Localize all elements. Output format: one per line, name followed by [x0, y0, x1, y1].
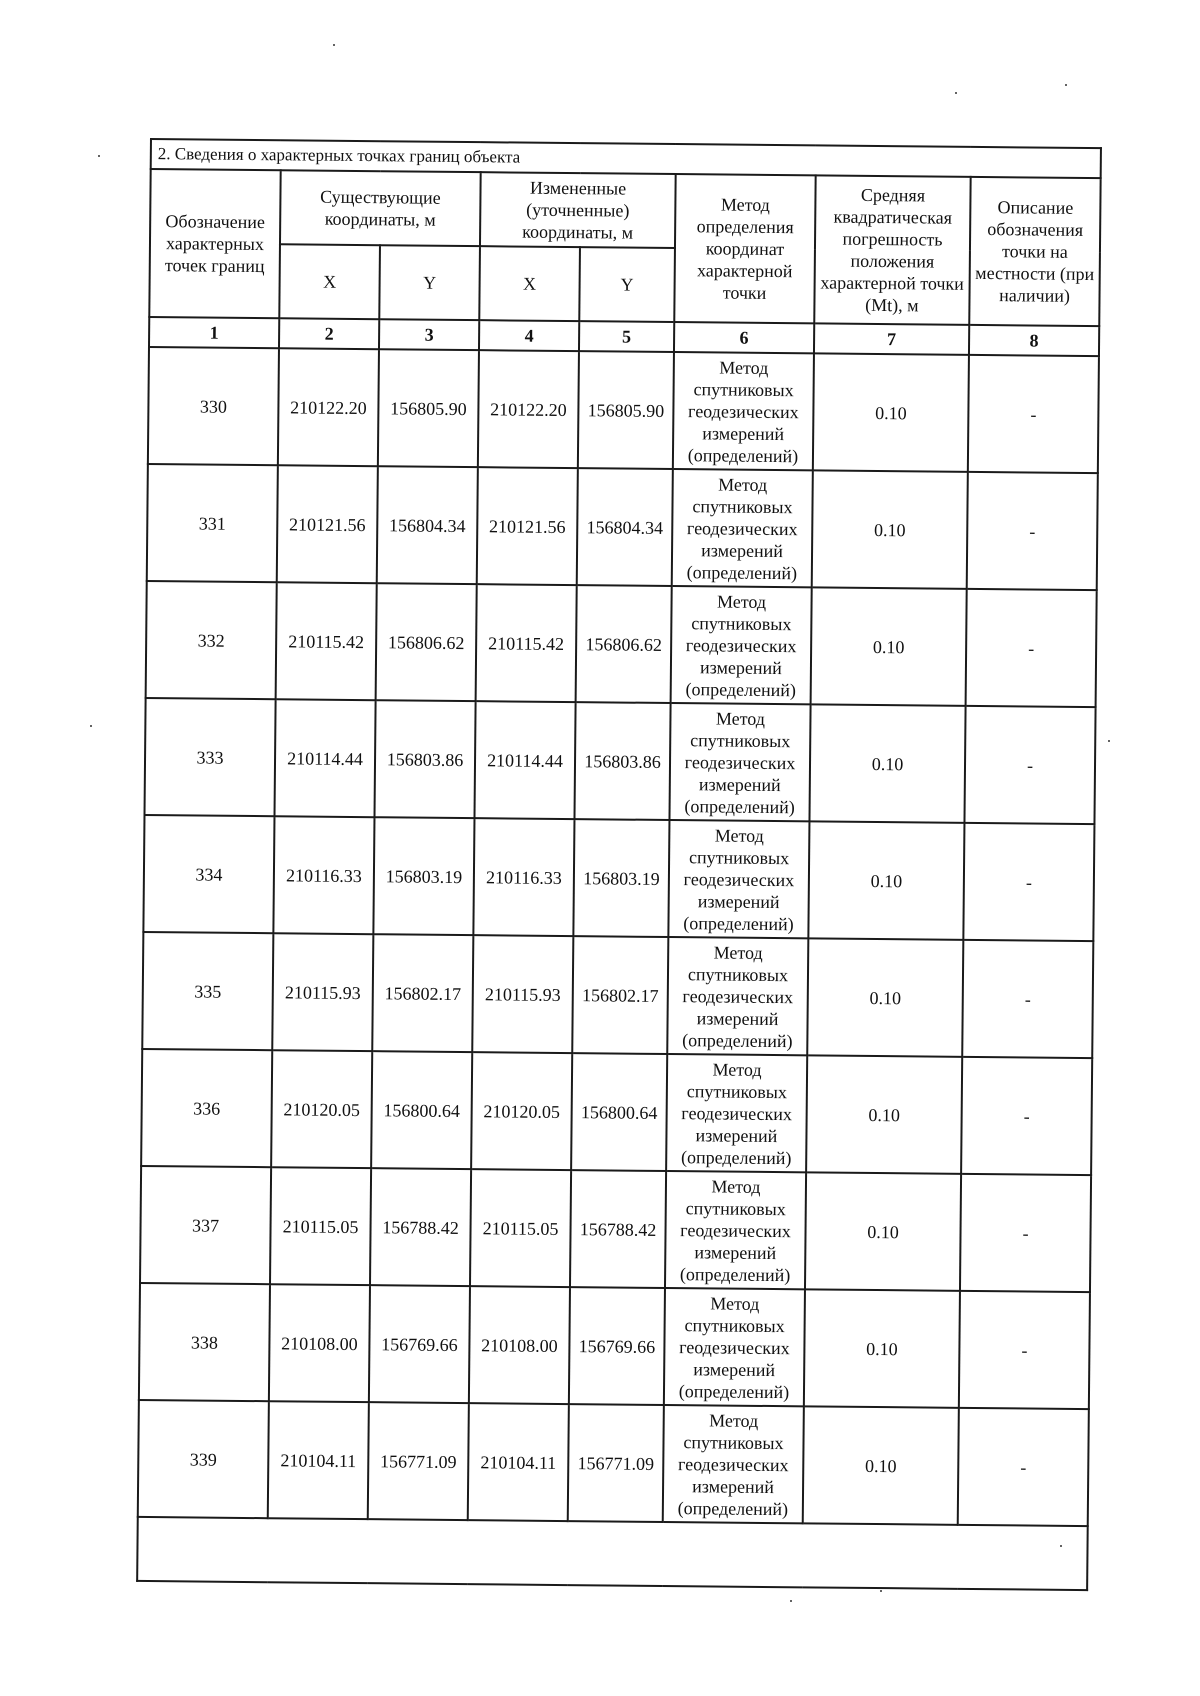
changed-y: 156804.34 [577, 468, 673, 586]
table-row [141, 1049, 1092, 1175]
point-id: 335 [142, 932, 273, 1050]
existing-x: 210120.05 [271, 1050, 372, 1168]
column-number: 4 [479, 320, 579, 351]
description-value: - [963, 823, 1094, 941]
changed-x: 210104.11 [468, 1403, 569, 1521]
error-value: 0.10 [803, 1406, 959, 1524]
table-row [148, 347, 1099, 473]
changed-y: 156803.19 [573, 819, 669, 937]
changed-x: 210116.33 [473, 818, 574, 936]
point-id: 334 [143, 815, 274, 933]
changed-y: 156800.64 [571, 1053, 667, 1171]
existing-y: 156769.66 [369, 1285, 470, 1403]
existing-x: 210115.42 [276, 582, 377, 700]
existing-x: 210122.20 [278, 348, 379, 466]
document-sheet [136, 138, 1100, 1591]
method-cell: Метод спутниковых геодезических измерений (определений) [667, 937, 808, 1055]
description-value: - [968, 355, 1099, 473]
existing-y: 156802.17 [372, 934, 473, 1052]
boundary-points-table [136, 138, 1102, 1591]
header-description: Описание обозначения точки на местности (при наличии) [969, 177, 1100, 326]
changed-y: 156802.17 [572, 936, 668, 1054]
header-designation: Обозначение характерных точек границ [149, 169, 280, 318]
point-id: 338 [139, 1283, 270, 1401]
changed-y: 156806.62 [576, 585, 672, 703]
error-value: 0.10 [806, 1055, 962, 1173]
header-error: Средняя квадратическая погрешность положения характерной точки (Mt), м [814, 175, 970, 324]
changed-x: 210115.42 [476, 584, 577, 702]
scan-speck [955, 92, 957, 94]
point-id: 337 [140, 1166, 271, 1284]
changed-x: 210108.00 [469, 1286, 570, 1404]
scan-speck [90, 725, 92, 727]
header-changed-x: X [479, 246, 580, 321]
existing-y: 156803.86 [374, 700, 475, 818]
error-value: 0.10 [811, 587, 967, 705]
changed-x: 210121.56 [477, 467, 578, 585]
existing-y: 156805.90 [378, 349, 479, 467]
changed-y: 156788.42 [570, 1170, 666, 1288]
existing-y: 156771.09 [368, 1402, 469, 1520]
scan-speck [1108, 740, 1110, 742]
table-row [146, 581, 1097, 707]
method-cell: Метод спутниковых геодезических измерений (определений) [673, 352, 814, 470]
scan-speck [1065, 84, 1067, 86]
point-id: 332 [146, 581, 277, 699]
method-cell: Метод спутниковых геодезических измерений (определений) [671, 586, 812, 704]
existing-x: 210116.33 [273, 816, 374, 934]
point-id: 331 [147, 464, 278, 582]
description-value: - [966, 589, 1097, 707]
column-number: 7 [814, 323, 969, 354]
scan-speck [880, 1590, 882, 1592]
error-value: 0.10 [807, 938, 963, 1056]
point-id: 330 [148, 347, 279, 465]
scan-speck [333, 44, 335, 46]
method-cell: Метод спутниковых геодезических измерений (определений) [666, 1054, 807, 1172]
method-cell: Метод спутниковых геодезических измерений (определений) [668, 820, 809, 938]
point-id: 333 [145, 698, 276, 816]
error-value: 0.10 [805, 1172, 961, 1290]
changed-x: 210122.20 [478, 350, 579, 468]
existing-y: 156803.19 [373, 817, 474, 935]
description-value: - [959, 1291, 1090, 1409]
column-number: 2 [279, 318, 379, 349]
existing-x: 210121.56 [277, 465, 378, 583]
existing-x: 210114.44 [274, 699, 375, 817]
method-cell: Метод спутниковых геодезических измерений (определений) [672, 469, 813, 587]
table-row [145, 698, 1096, 824]
point-id: 336 [141, 1049, 272, 1167]
method-cell: Метод спутниковых геодезических измерений (определений) [663, 1405, 804, 1523]
scan-speck [1060, 1545, 1062, 1547]
error-value: 0.10 [809, 704, 965, 822]
method-cell: Метод спутниковых геодезических измерений (определений) [669, 703, 810, 821]
changed-y: 156803.86 [574, 702, 670, 820]
header-existing-coords: Существующие координаты, м [280, 170, 481, 246]
table-row [143, 815, 1094, 941]
header-existing-y: Y [379, 245, 480, 320]
method-cell: Метод спутниковых геодезических измерений (определений) [664, 1288, 805, 1406]
header-changed-coords: Измененные (уточненные) координаты, м [480, 172, 676, 248]
changed-x: 210114.44 [474, 701, 575, 819]
table-row [138, 1400, 1089, 1526]
header-existing-x: X [279, 244, 380, 319]
changed-y: 156771.09 [568, 1404, 664, 1522]
changed-y: 156769.66 [569, 1287, 665, 1405]
column-number: 5 [579, 321, 674, 352]
existing-x: 210115.93 [272, 933, 373, 1051]
description-value: - [958, 1408, 1089, 1526]
point-id: 339 [138, 1400, 269, 1518]
table-row [140, 1166, 1091, 1292]
existing-y: 156804.34 [377, 466, 478, 584]
column-number: 1 [149, 317, 279, 348]
existing-x: 210104.11 [268, 1401, 369, 1519]
scan-speck [790, 1600, 792, 1602]
existing-y: 156800.64 [371, 1051, 472, 1169]
scan-speck [98, 155, 100, 157]
changed-x: 210115.05 [470, 1169, 571, 1287]
header-changed-y: Y [579, 247, 675, 322]
description-value: - [961, 1057, 1092, 1175]
error-value: 0.10 [813, 353, 969, 471]
changed-x: 210115.93 [472, 935, 573, 1053]
points-table-body [137, 347, 1099, 1590]
changed-y: 156805.90 [578, 351, 674, 469]
table-row [147, 464, 1098, 590]
description-value: - [967, 472, 1098, 590]
header-method: Метод определения координат характерной точки [674, 174, 815, 323]
method-cell: Метод спутниковых геодезических измерений (определений) [665, 1171, 806, 1289]
table-row [139, 1283, 1090, 1409]
description-value: - [964, 706, 1095, 824]
column-number: 8 [969, 325, 1099, 356]
error-value: 0.10 [812, 470, 968, 588]
error-value: 0.10 [808, 821, 964, 939]
existing-x: 210108.00 [269, 1284, 370, 1402]
column-number: 3 [379, 319, 479, 350]
existing-y: 156806.62 [376, 583, 477, 701]
description-value: - [962, 940, 1093, 1058]
empty-footer-row [137, 1517, 1088, 1590]
existing-y: 156788.42 [370, 1168, 471, 1286]
section-title: 2. Сведения о характерных точках границ объекта [151, 139, 1101, 178]
changed-x: 210120.05 [471, 1052, 572, 1170]
table-row [142, 932, 1093, 1058]
existing-x: 210115.05 [270, 1167, 371, 1285]
column-number: 6 [674, 322, 814, 353]
error-value: 0.10 [804, 1289, 960, 1407]
description-value: - [960, 1174, 1091, 1292]
